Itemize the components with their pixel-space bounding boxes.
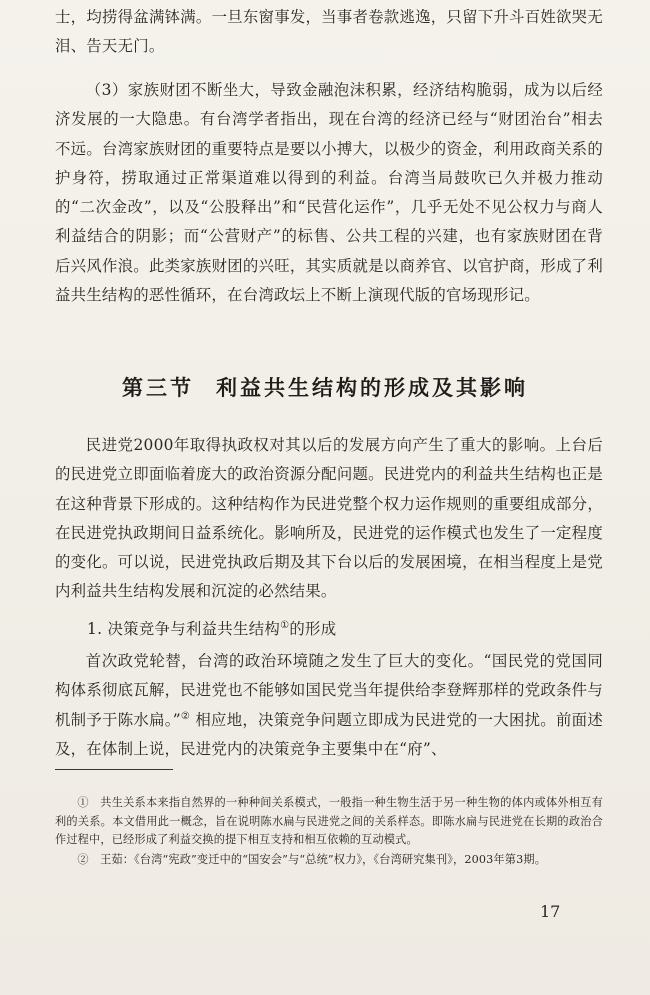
continued-paragraph <box>55 3 603 62</box>
footnote-2 <box>55 851 603 870</box>
subsection-heading <box>87 617 336 639</box>
subsection-paragraph <box>55 647 603 764</box>
subsection-title-end: 的形成 <box>289 620 337 638</box>
section-intro-paragraph <box>55 431 603 607</box>
section-heading <box>0 372 650 402</box>
footnote-text: 共生关系本来指自然界的一种种间关系模式，一般指一种生物生活于另一种生物的体内或体外相互有利的关系。本文借用此一概念，旨在说明陈水扁与民进党之间的关系样态。即陈水扁与民进党在长期的政治合作过程中，已经形成了利益交换的提下相互支持和相互依赖的互动模式。 <box>55 796 603 847</box>
footnote-mark: ② <box>77 852 89 866</box>
section-title: 利益共生结构的形成及其影响 <box>216 375 528 400</box>
subsection-title: 1. 决策竞争与利益共生结构 <box>87 620 281 638</box>
footnote-divider <box>55 769 173 770</box>
footnote-1 <box>55 794 603 850</box>
footnote-mark: ① <box>77 796 89 809</box>
footnote-ref-2[interactable]: ② <box>180 710 191 722</box>
page-number: 17 <box>540 902 561 921</box>
paragraph-text: （3）家族财团不断坐大，导致金融泡沫积累，经济结构脆弱，成为以后经济发展的一大隐患。有台湾学者指出，现在台湾的经济已经与“财团治台”相去不远。台湾家族财团的重要特点是要以小搏大，以极少的资金，利用政商关系的护身符，捞取通过正常渠道难以得到的利益。台湾当局鼓吹已久并极力推动的“二次金改”，以及“公股释出”和“民营化运作”，几乎无处不见公权力与商人利益结合的阴影；而“公营财产”的标售、公共工程的兴建，也有家族财团在背后兴风作浪。此类家族财团的兴旺，其实质就是以商养官、以官护商，形成了利益共生结构的恶性循环，在台湾政坛上不断上演现代版的官场现形记。 <box>55 81 603 305</box>
footnotes <box>55 794 603 870</box>
paragraph-text: 士，均捞得盆满钵满。一旦东窗事发，当事者卷款逃逸，只留下升斗百姓欲哭无泪、告天无门。 <box>55 8 603 56</box>
footnote-text: 王茹：《台湾“宪政”变迁中的“国安会”与“总统”权力》，《台湾研究集刊》，2003年第3期。 <box>100 852 547 866</box>
paragraph-item-3 <box>55 76 603 310</box>
footnote-ref-1[interactable]: ① <box>280 619 290 631</box>
paragraph-text: 首次政党轮替，台湾的政治环境随之发生了巨大的变化。“国民党的党国同构体系彻底瓦解，民进党也不能够如国民党当年提供给李登辉那样的党政条件与机制予于陈水扁。” <box>55 652 603 729</box>
paragraph-text-end: 相应地，决策竞争问题立即成为民进党的一大困扰。前面述及，在体制上说，民进党内的决策竞争主要集中在“府”、 <box>55 710 603 758</box>
paragraph-text: 民进党2000年取得执政权对其以后的发展方向产生了重大的影响。上台后的民进党立即面临着庞大的政治资源分配问题。民进党内的利益共生结构也正是在这种背景下形成的。这种结构作为民进党整个权力运作规则的重要组成部分，在民进党执政期间日益系统化。影响所及，民进党的运作模式也发生了一定程度的变化。可以说，民进党执政后期及其下台以后的发展困境，在相当程度上是党内利益共生结构发展和沉淀的必然结果。 <box>55 436 603 601</box>
section-number: 第三节 <box>122 375 194 400</box>
